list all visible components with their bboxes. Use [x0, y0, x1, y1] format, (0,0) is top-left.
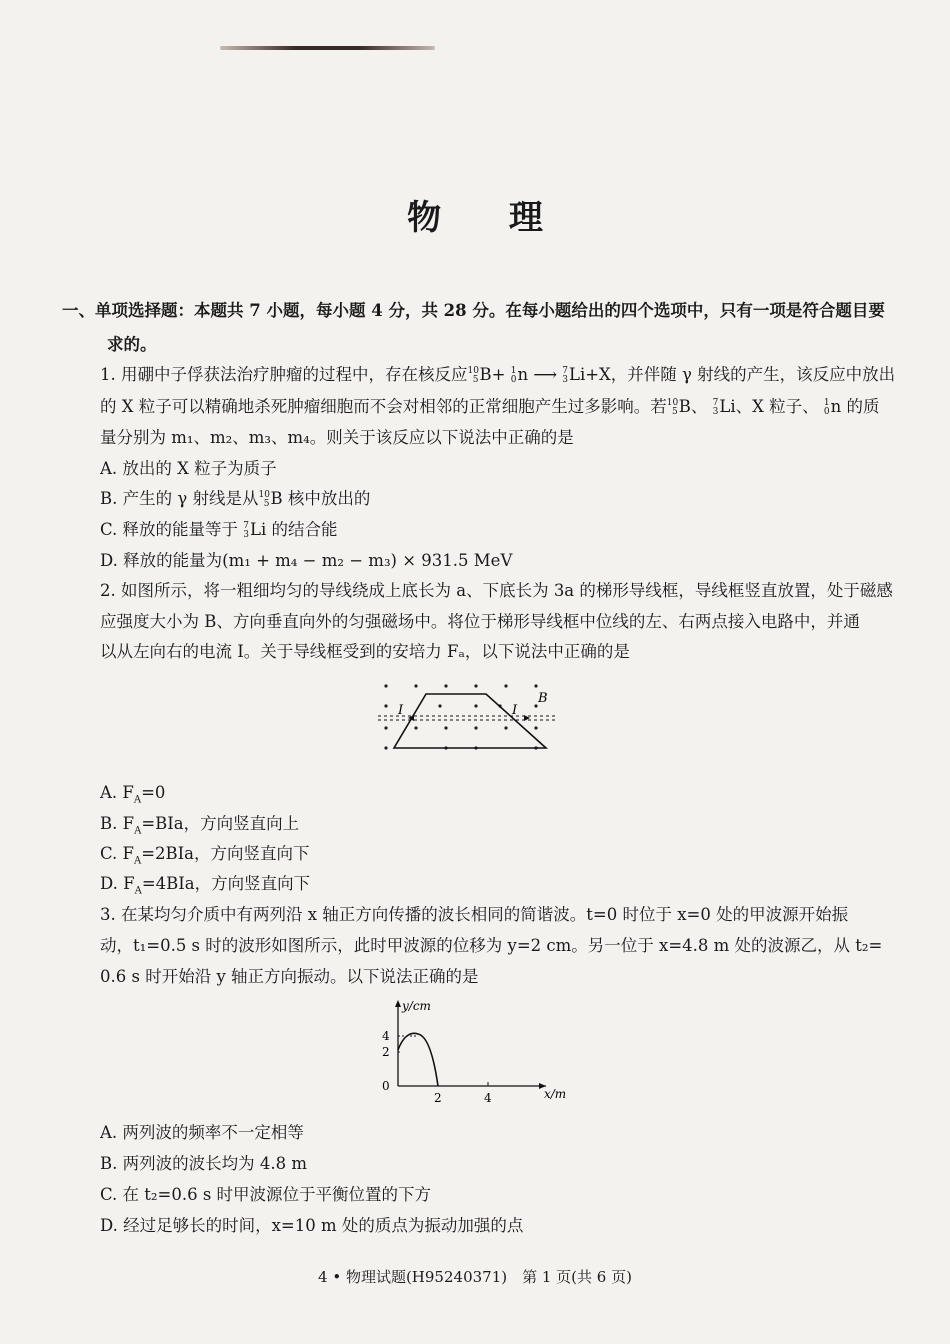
q2-option-d: D. $F_A=4BIa$，方向竖直向下	[100, 874, 311, 897]
q1-option-a: A. 放出的 X 粒子为质子	[100, 459, 277, 478]
nuclide-n1: 1 0	[510, 365, 517, 385]
q1-option-d: D. 释放的能量为(m₁ + m₄ − m₂ − m₃) × 931.5 MeV	[100, 551, 513, 570]
label-current-left: I	[398, 703, 404, 718]
q3-option-c: C. 在 t₂=0.6 s 时甲波源位于平衡位置的下方	[100, 1185, 432, 1204]
top-decoration-bar	[220, 46, 435, 50]
label-current-right: I	[512, 703, 518, 718]
q3-line2: 动，t₁=0.5 s 时的波形如图所示，此时甲波源的位移为 y=2 cm。另一位于 x=4.8 m 处的波源乙，从 t₂=	[100, 936, 883, 955]
x-tick-2: 2	[434, 1091, 442, 1105]
q1-option-b: B. 产生的 γ 射线是从 10 5 B 核中放出的	[100, 489, 371, 509]
q2-option-a: A. $F_A=0$	[100, 783, 166, 806]
q2-line1: 2. 如图所示，将一粗细均匀的导线绕成上底长为 a、下底长为 3a 的梯形导线框，导线框竖直放置，处于磁感	[100, 581, 893, 600]
q1-line3: 量分别为 m₁、m₂、m₃、m₄。则关于该反应以下说法中正确的是	[100, 428, 574, 447]
label-field-b: B	[538, 691, 548, 706]
x-tick-4: 4	[484, 1091, 492, 1105]
section-heading-line2: 求的。	[107, 335, 157, 354]
q1-option-c: C. 释放的能量等于 7 3 Li 的结合能	[100, 520, 338, 540]
page-footer: 4 • 物理试题(H95240371) 第 1 页(共 6 页)	[318, 1268, 632, 1286]
q3-option-a: A. 两列波的频率不一定相等	[100, 1123, 304, 1142]
q3-option-d: D. 经过足够长的时间，x=10 m 处的质点为振动加强的点	[100, 1216, 524, 1235]
section-heading-line1: 一、单项选择题：本题共 7 小题，每小题 4 分，共 28 分。在每小题给出的四个选项中，只有一项是符合题目要	[62, 301, 885, 320]
q2-option-b: B. $F_A=BIa$，方向竖直向上	[100, 814, 300, 837]
q3-line3: 0.6 s 时开始沿 y 轴正方向振动。以下说法正确的是	[100, 967, 479, 986]
q3-line1: 3. 在某均匀介质中有两列沿 x 轴正方向传播的波长相同的简谐波。t=0 时位于 x=0 处的甲波源开始振	[100, 905, 849, 924]
y-tick-4: 4	[382, 1029, 390, 1043]
trapezoid-frame	[394, 694, 546, 748]
q2-line2: 应强度大小为 B、方向垂直向外的匀强磁场中。将位于梯形导线框中位线的左、右两点接入电路中，并通	[100, 612, 860, 631]
y-axis-label: y/cm	[402, 999, 431, 1013]
wave-graph	[360, 996, 580, 1108]
q2-option-c: C. $F_A=2BIa$，方向竖直向下	[100, 844, 310, 867]
page-title: 物 理	[407, 198, 571, 238]
q3-option-b: B. 两列波的波长均为 4.8 m	[100, 1154, 307, 1173]
q1-line2: 的 X 粒子可以精确地杀死肿瘤细胞而不会对相邻的正常细胞产生过多影响。若 10 5 B、 7 3 Li、X 粒子、 1 0 n 的质	[100, 397, 880, 417]
wave-curve	[398, 1033, 438, 1086]
nuclide-b10: 10 5	[467, 365, 479, 385]
q2-line3: 以从左向右的电流 I。关于导线框受到的安培力 Fₐ，以下说法中正确的是	[100, 642, 630, 661]
x-axis-label: x/m	[544, 1087, 567, 1101]
nuclide-li7: 7 3	[562, 365, 568, 385]
trapezoid-frame-figure	[378, 678, 556, 756]
origin-label: 0	[382, 1079, 390, 1093]
y-tick-2: 2	[382, 1045, 390, 1059]
q1-line1: 1. 用硼中子俘获法治疗肿瘤的过程中，存在核反应 10 5 B+ 1 0 n ⟶ 7 3 Li+X，并伴随 γ 射线的产生，该反应中放出	[100, 365, 896, 385]
